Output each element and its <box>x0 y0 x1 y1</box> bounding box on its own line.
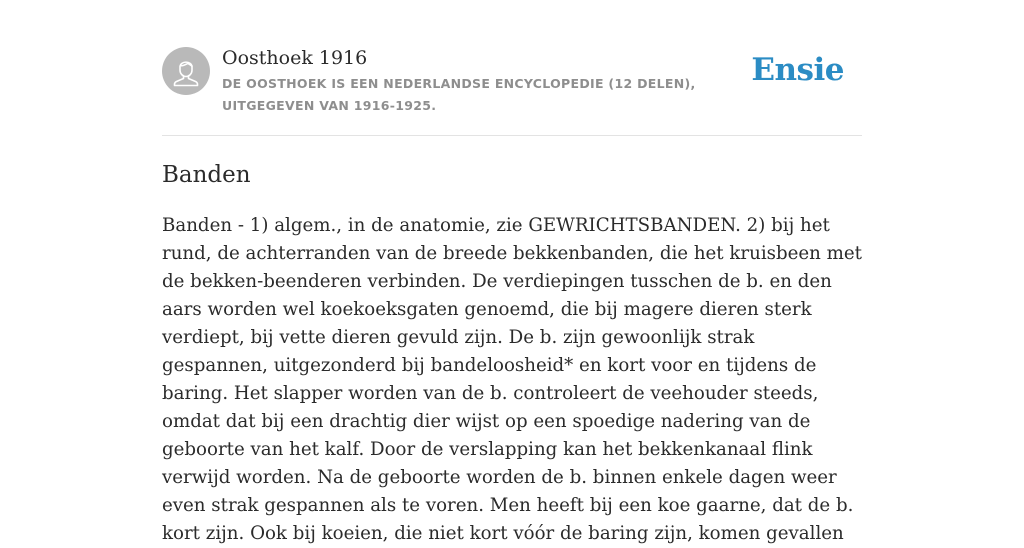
entry-title: Banden <box>162 162 251 188</box>
source-description: DE OOSTHOEK IS EEN NEDERLANDSE ENCYCLOPEDIE (12 DELEN), UITGEGEVEN VAN 1916-1925. <box>222 76 696 113</box>
page-container <box>162 0 862 544</box>
brand-logo[interactable]: Ensie <box>751 52 844 88</box>
source-info <box>222 46 762 117</box>
source-avatar[interactable] <box>162 47 210 95</box>
source-header <box>162 0 862 136</box>
source-title[interactable]: Oosthoek 1916 <box>222 47 368 69</box>
user-icon <box>162 47 210 95</box>
entry-body: Banden - 1) algem., in de anatomie, zie GEWRICHTSBANDEN. 2) bij het rund, de achterranden van de breede bekkenbanden, die het kruisbeen met de bekken-beenderen verbinden. De verdiepingen tusschen de b. en den aars worden wel koekoeksgaten genoemd, die bij magere dieren sterk verdiept, bij vette dieren gevuld zijn. De b. zijn gewoonlijk strak gespannen, uitgezonderd bij bandeloosheid* en kort voor en tijdens de baring. Het slapper worden van de b. controleert de veehouder steeds, omdat dat bij een drachtig dier wijst op een spoedige nadering van de geboorte van het kalf. Door de verslapping kan het bekkenkanaal flink verwijd worden. Na de geboorte worden de b. binnen enkele dagen weer even strak gespannen als te voren. Men heeft bij een koe gaarne, dat de b. kort zijn. Ook bij koeien, die niet kort vóór de baring zijn, komen gevallen <box>162 215 862 544</box>
